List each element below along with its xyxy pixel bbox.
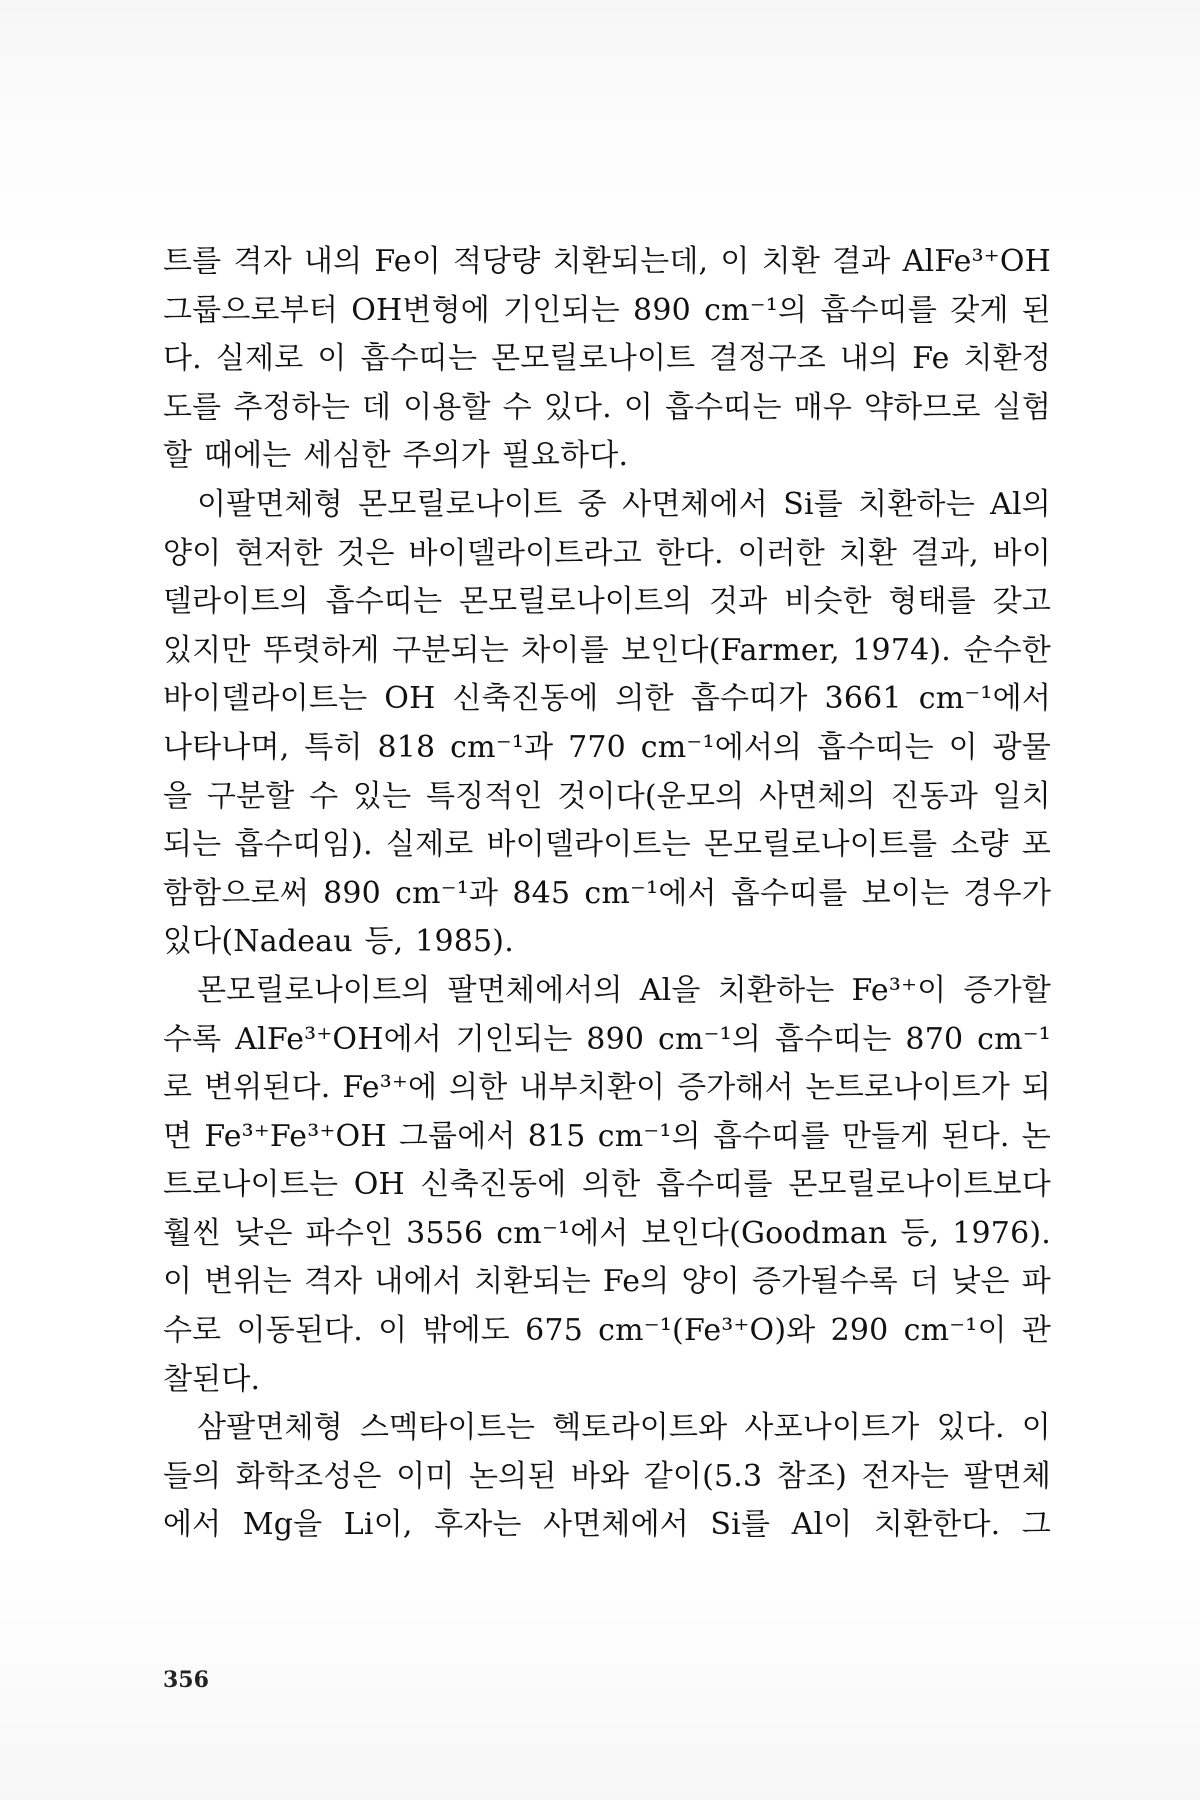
- paragraph-2: 이팔면체형 몬모릴로나이트 중 사면체에서 Si를 치환하는 Al의 양이 현저한 것은 바이델라이트라고 한다. 이러한 치환 결과, 바이델라이트의 흡수띠는 몬모릴로나이트의 것과 비슷한 형태를 갖고 있지만 뚜렷하게 구분되는 차이를 보인다(Farmer, 1974). 순수한 바이델라이트는 OH 신축진동에 의한 흡수띠가 3661 cm⁻¹에서 나타나며, 특히 818 cm⁻¹과 770 cm⁻¹에서의 흡수띠는 이 광물을 구분할 수 있는 특징적인 것이다(운모의 사면체의 진동과 일치되는 흡수띠임). 실제로 바이델라이트는 몬모릴로나이트를 소량 포함함으로써 890 cm⁻¹과 845 cm⁻¹에서 흡수띠를 보이는 경우가 있다(Nadeau 등, 1985).: [163, 486, 1051, 960]
- paragraph-3: 몬모릴로나이트의 팔면체에서의 Al을 치환하는 Fe³⁺이 증가할수록 AlFe³⁺OH에서 기인되는 890 cm⁻¹의 흡수띠는 870 cm⁻¹로 변위된다. Fe³⁺에 의한 내부치환이 증가해서 논트로나이트가 되면 Fe³⁺Fe³⁺OH 그룹에서 815 cm⁻¹의 흡수띠를 만들게 된다. 논트로나이트는 OH 신축진동에 의한 흡수띠를 몬모릴로나이트보다 훨씬 낮은 파수인 3556 cm⁻¹에서 보인다(Goodman 등, 1976). 이 변위는 격자 내에서 치환되는 Fe의 양이 증가될수록 더 낮은 파수로 이동된다. 이 밖에도 675 cm⁻¹(Fe³⁺O)와 290 cm⁻¹이 관찰된다.: [163, 972, 1051, 1397]
- page-number: 356: [163, 1667, 209, 1693]
- body-text: [163, 238, 1051, 1550]
- paragraph-1: 트를 격자 내의 Fe이 적당량 치환되는데, 이 치환 결과 AlFe³⁺OH 그룹으로부터 OH변형에 기인되는 890 cm⁻¹의 흡수띠를 갖게 된다. 실제로 이 흡수띠는 몬모릴로나이트 결정구조 내의 Fe 치환정도를 추정하는 데 이용할 수 있다. 이 흡수띠는 매우 약하므로 실험할 때에는 세심한 주의가 필요하다.: [163, 244, 1051, 474]
- paragraph-4: 삼팔면체형 스멕타이트는 헥토라이트와 사포나이트가 있다. 이들의 화학조성은 이미 논의된 바와 같이(5.3 참조) 전자는 팔면체에서 Mg을 Li이, 후자는 사면체에서 Si를 Al이 치환한다. 그: [163, 1410, 1051, 1543]
